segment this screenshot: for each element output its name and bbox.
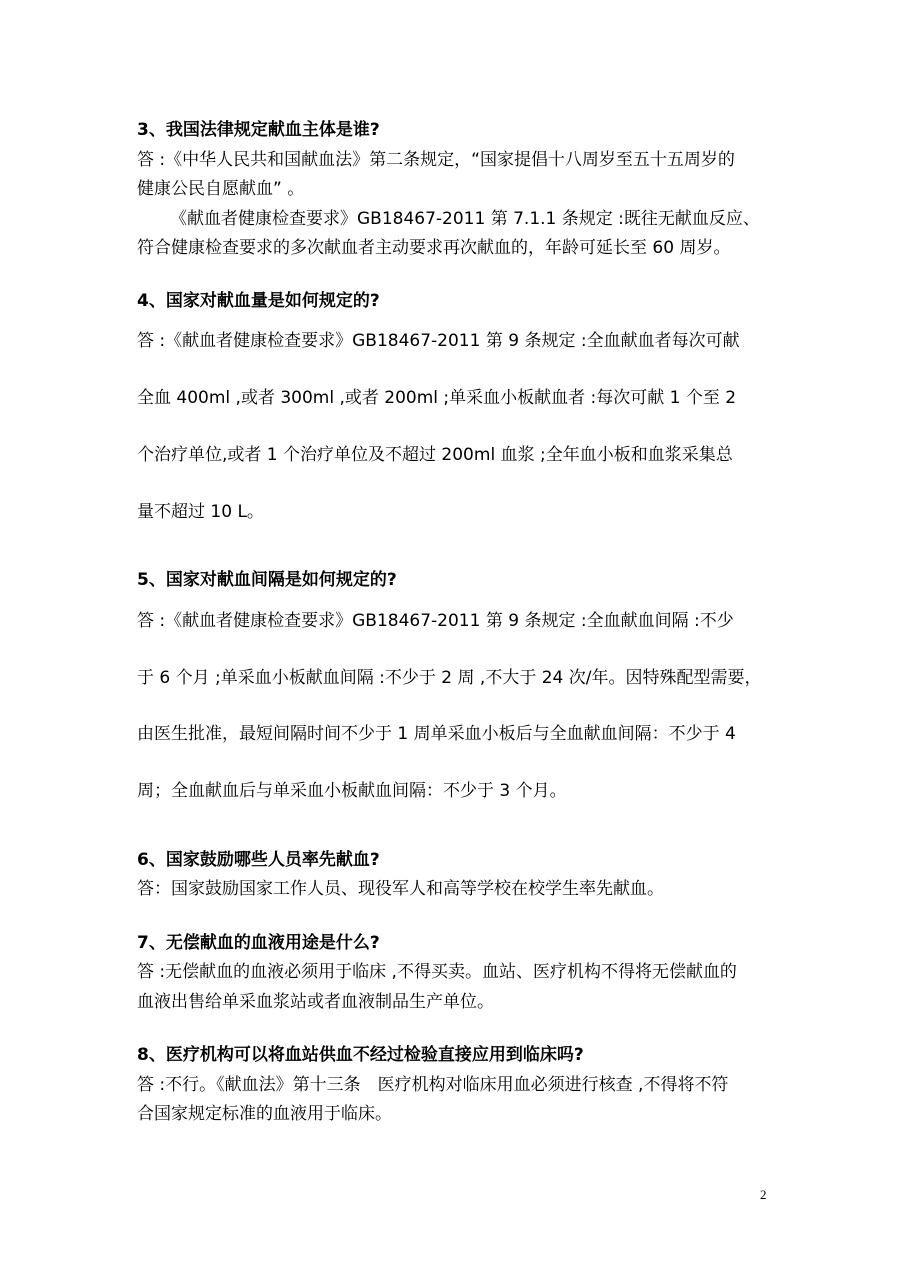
answer-4-line-1: 答 :《献血者健康检查要求》GB18467-2011 第 9 条规定 :全血献血者每次可献: [137, 331, 740, 351]
answer-4-line-2: 全血 400ml ,或者 300ml ,或者 200ml ;单采血小板献血者 :每次可献 1 个至 2: [137, 388, 737, 408]
answer-4-line-4: 量不超过 10 L。: [137, 502, 264, 522]
answer-7-line-1: 答 :无偿献血的血液必须用于临床 ,不得买卖。血站、医疗机构不得将无偿献血的: [137, 962, 737, 982]
answer-3-line-3: 《献血者健康检查要求》GB18467-2011 第 7.1.1 条规定 :既往无献血反应、: [170, 209, 760, 229]
page-number: 2: [760, 1187, 767, 1202]
answer-5-line-4: 周；全血献血后与单采血小板献血间隔：不少于 3 个月。: [137, 781, 567, 801]
question-7-heading: 7、无偿献血的血液用途是什么?: [137, 933, 380, 953]
answer-8-line-2: 合国家规定标准的血液用于临床。: [137, 1104, 392, 1124]
question-8-heading: 8、医疗机构可以将血站供血不经过检验直接应用到临床吗?: [137, 1045, 584, 1065]
answer-5-line-1: 答 :《献血者健康检查要求》GB18467-2011 第 9 条规定 :全血献血间隔 :不少: [137, 611, 734, 631]
answer-3-line-2: 健康公民自愿献血” 。: [137, 179, 305, 199]
question-4-heading: 4、国家对献血量是如何规定的?: [137, 291, 380, 311]
answer-7-line-2: 血液出售给单采血浆站或者血液制品生产单位。: [137, 992, 494, 1012]
question-3-heading: 3、我国法律规定献血主体是谁?: [137, 120, 380, 140]
answer-6-line-1: 答：国家鼓励国家工作人员、现役军人和高等学校在校学生率先献血。: [137, 879, 664, 899]
answer-5-line-2: 于 6 个月 ;单采血小板献血间隔 :不少于 2 周 ,不大于 24 次/年。因特殊配型需要，: [137, 668, 762, 688]
question-6-heading: 6、国家鼓励哪些人员率先献血?: [137, 850, 380, 870]
answer-3-line-4: 符合健康检查要求的多次献血者主动要求再次献血的，年龄可延长至 60 周岁。: [137, 238, 731, 258]
answer-3-line-1: 答 :《中华人民共和国献血法》第二条规定，“国家提倡十八周岁至五十五周岁的: [137, 150, 735, 170]
answer-5-line-3: 由医生批准，最短间隔时间不少于 1 周单采血小板后与全血献血间隔：不少于 4: [137, 724, 736, 744]
question-5-heading: 5、国家对献血间隔是如何规定的?: [137, 570, 397, 590]
answer-4-line-3: 个治疗单位,或者 1 个治疗单位及不超过 200ml 血浆 ;全年血小板和血浆采集总: [137, 445, 733, 465]
answer-8-line-1: 答 :不行。《献血法》第十三条 医疗机构对临床用血必须进行核查 ,不得将不符: [137, 1075, 729, 1095]
